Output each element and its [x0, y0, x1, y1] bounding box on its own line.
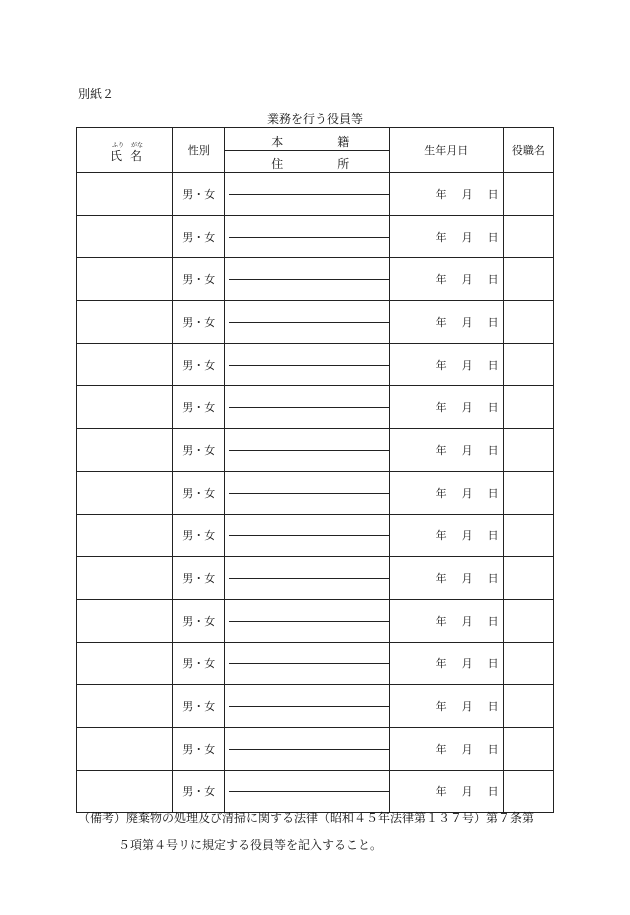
- address-cell[interactable]: [225, 557, 389, 600]
- address-divider: [229, 621, 388, 622]
- sex-cell[interactable]: 男・女: [173, 386, 225, 429]
- role-cell[interactable]: [503, 599, 553, 642]
- name-cell[interactable]: [77, 471, 173, 514]
- honseki-label-a: 本: [271, 135, 284, 149]
- address-divider: [229, 493, 388, 494]
- month-label: 月: [461, 443, 473, 457]
- month-label: 月: [461, 657, 473, 671]
- jusho-label-a: 住: [271, 157, 284, 171]
- table-row: [77, 343, 554, 386]
- address-divider: [229, 237, 388, 238]
- name-cell[interactable]: [77, 429, 173, 472]
- role-cell[interactable]: [503, 343, 553, 386]
- name-cell[interactable]: [77, 386, 173, 429]
- address-cell[interactable]: [225, 429, 389, 472]
- role-header: 役職名: [503, 128, 553, 173]
- name-cell[interactable]: [77, 173, 173, 216]
- remarks-line-1: （備考）廃棄物の処理及び清掃に関する法律（昭和４５年法律第１３７号）第７条第: [78, 811, 535, 825]
- address-cell[interactable]: [225, 770, 389, 813]
- address-cell[interactable]: [225, 215, 389, 258]
- birth-cell[interactable]: [389, 642, 503, 685]
- name-cell[interactable]: [77, 599, 173, 642]
- remarks-line-2: ５項第４号リに規定する役員等を記入すること。: [118, 838, 383, 852]
- name-cell[interactable]: [77, 258, 173, 301]
- sex-cell[interactable]: 男・女: [173, 727, 225, 770]
- day-label: 日: [487, 657, 499, 671]
- month-label: 月: [461, 230, 473, 244]
- birth-cell[interactable]: [389, 301, 503, 344]
- sex-cell[interactable]: 男・女: [173, 685, 225, 728]
- address-divider: [229, 194, 388, 195]
- year-label: 年: [435, 358, 447, 372]
- birth-cell[interactable]: [389, 727, 503, 770]
- role-cell[interactable]: [503, 557, 553, 600]
- day-label: 日: [487, 486, 499, 500]
- name-cell[interactable]: [77, 514, 173, 557]
- table-row: [77, 727, 554, 770]
- year-label: 年: [435, 230, 447, 244]
- name-cell[interactable]: [77, 685, 173, 728]
- birth-cell[interactable]: [389, 343, 503, 386]
- birth-cell[interactable]: [389, 514, 503, 557]
- year-label: 年: [435, 700, 447, 714]
- sex-header: 性別: [173, 128, 225, 173]
- table-row: [77, 215, 554, 258]
- address-cell[interactable]: [225, 343, 389, 386]
- name-cell[interactable]: [77, 727, 173, 770]
- birth-cell[interactable]: [389, 429, 503, 472]
- table-row: [77, 386, 554, 429]
- year-label: 年: [435, 315, 447, 329]
- address-cell[interactable]: [225, 258, 389, 301]
- address-cell[interactable]: [225, 514, 389, 557]
- day-label: 日: [487, 742, 499, 756]
- table-row: [77, 258, 554, 301]
- year-label: 年: [435, 742, 447, 756]
- header-divider: [225, 150, 388, 151]
- year-label: 年: [435, 273, 447, 287]
- year-label: 年: [435, 187, 447, 201]
- address-divider: [229, 663, 388, 664]
- address-divider: [229, 365, 388, 366]
- birth-cell[interactable]: [389, 258, 503, 301]
- address-divider: [229, 749, 388, 750]
- year-label: 年: [435, 572, 447, 586]
- table-row: [77, 685, 554, 728]
- name-header: [77, 128, 173, 173]
- address-cell[interactable]: [225, 386, 389, 429]
- sex-cell[interactable]: 男・女: [173, 343, 225, 386]
- birth-cell[interactable]: [389, 770, 503, 813]
- sex-cell[interactable]: 男・女: [173, 557, 225, 600]
- role-cell[interactable]: [503, 471, 553, 514]
- table-row: [77, 429, 554, 472]
- year-label: 年: [435, 529, 447, 543]
- birth-cell[interactable]: [389, 471, 503, 514]
- name-cell[interactable]: [77, 642, 173, 685]
- address-cell[interactable]: [225, 599, 389, 642]
- table-row: [77, 599, 554, 642]
- sex-cell[interactable]: 男・女: [173, 173, 225, 216]
- role-cell[interactable]: [503, 173, 553, 216]
- day-label: 日: [487, 614, 499, 628]
- name-header-na: 名: [130, 149, 143, 163]
- sex-cell[interactable]: 男・女: [173, 471, 225, 514]
- day-label: 日: [487, 315, 499, 329]
- role-cell[interactable]: [503, 727, 553, 770]
- sex-cell[interactable]: 男・女: [173, 429, 225, 472]
- year-label: 年: [435, 785, 447, 799]
- address-header: [225, 128, 389, 173]
- table-row: [77, 770, 554, 813]
- role-cell[interactable]: [503, 514, 553, 557]
- address-divider: [229, 279, 388, 280]
- table-row: [77, 642, 554, 685]
- address-divider: [229, 535, 388, 536]
- role-cell[interactable]: [503, 215, 553, 258]
- month-label: 月: [461, 315, 473, 329]
- role-cell[interactable]: [503, 386, 553, 429]
- month-label: 月: [461, 529, 473, 543]
- address-cell[interactable]: [225, 173, 389, 216]
- month-label: 月: [461, 358, 473, 372]
- sex-cell[interactable]: 男・女: [173, 258, 225, 301]
- table-header-row: [77, 128, 554, 173]
- honseki-label-b: 籍: [337, 135, 350, 149]
- address-cell[interactable]: [225, 685, 389, 728]
- sex-cell[interactable]: 男・女: [173, 301, 225, 344]
- form-id: 別紙２: [78, 87, 115, 101]
- day-label: 日: [487, 401, 499, 415]
- address-cell[interactable]: [225, 301, 389, 344]
- name-header-uji: 氏: [110, 149, 123, 163]
- sex-cell[interactable]: 男・女: [173, 215, 225, 258]
- address-divider: [229, 706, 388, 707]
- table-row: [77, 173, 554, 216]
- year-label: 年: [435, 443, 447, 457]
- table-row: [77, 301, 554, 344]
- day-label: 日: [487, 273, 499, 287]
- table-row: [77, 514, 554, 557]
- name-cell[interactable]: [77, 215, 173, 258]
- address-divider: [229, 322, 388, 323]
- sex-cell[interactable]: 男・女: [173, 642, 225, 685]
- day-label: 日: [487, 358, 499, 372]
- role-cell[interactable]: [503, 301, 553, 344]
- birth-cell[interactable]: [389, 557, 503, 600]
- month-label: 月: [461, 742, 473, 756]
- day-label: 日: [487, 785, 499, 799]
- month-label: 月: [461, 700, 473, 714]
- month-label: 月: [461, 187, 473, 201]
- month-label: 月: [461, 273, 473, 287]
- table-row: [77, 471, 554, 514]
- role-cell[interactable]: [503, 685, 553, 728]
- sex-cell[interactable]: 男・女: [173, 599, 225, 642]
- role-cell[interactable]: [503, 429, 553, 472]
- officer-roster-table: [76, 127, 554, 813]
- year-label: 年: [435, 486, 447, 500]
- birth-cell[interactable]: [389, 386, 503, 429]
- year-label: 年: [435, 614, 447, 628]
- day-label: 日: [487, 443, 499, 457]
- month-label: 月: [461, 486, 473, 500]
- name-cell[interactable]: [77, 301, 173, 344]
- ruby-furi: ふり: [112, 142, 125, 149]
- address-cell[interactable]: [225, 471, 389, 514]
- address-divider: [229, 450, 388, 451]
- birth-cell[interactable]: [389, 599, 503, 642]
- name-cell[interactable]: [77, 557, 173, 600]
- month-label: 月: [461, 614, 473, 628]
- form-title: 業務を行う役員等: [266, 112, 363, 126]
- birth-cell[interactable]: [389, 173, 503, 216]
- jusho-label-b: 所: [337, 157, 350, 171]
- address-divider: [229, 578, 388, 579]
- month-label: 月: [461, 785, 473, 799]
- address-divider: [229, 407, 388, 408]
- birth-cell[interactable]: [389, 685, 503, 728]
- role-cell[interactable]: [503, 770, 553, 813]
- role-cell[interactable]: [503, 642, 553, 685]
- day-label: 日: [487, 230, 499, 244]
- name-cell[interactable]: [77, 343, 173, 386]
- birth-header: 生年月日: [389, 128, 503, 173]
- sex-cell[interactable]: 男・女: [173, 514, 225, 557]
- ruby-gana: がな: [131, 142, 144, 149]
- birth-cell[interactable]: [389, 215, 503, 258]
- year-label: 年: [435, 401, 447, 415]
- day-label: 日: [487, 529, 499, 543]
- day-label: 日: [487, 700, 499, 714]
- sex-cell[interactable]: 男・女: [173, 770, 225, 813]
- address-divider: [229, 791, 388, 792]
- month-label: 月: [461, 401, 473, 415]
- role-cell[interactable]: [503, 258, 553, 301]
- year-label: 年: [435, 657, 447, 671]
- day-label: 日: [487, 572, 499, 586]
- address-cell[interactable]: [225, 642, 389, 685]
- day-label: 日: [487, 187, 499, 201]
- name-cell[interactable]: [77, 770, 173, 813]
- table-row: [77, 557, 554, 600]
- month-label: 月: [461, 572, 473, 586]
- address-cell[interactable]: [225, 727, 389, 770]
